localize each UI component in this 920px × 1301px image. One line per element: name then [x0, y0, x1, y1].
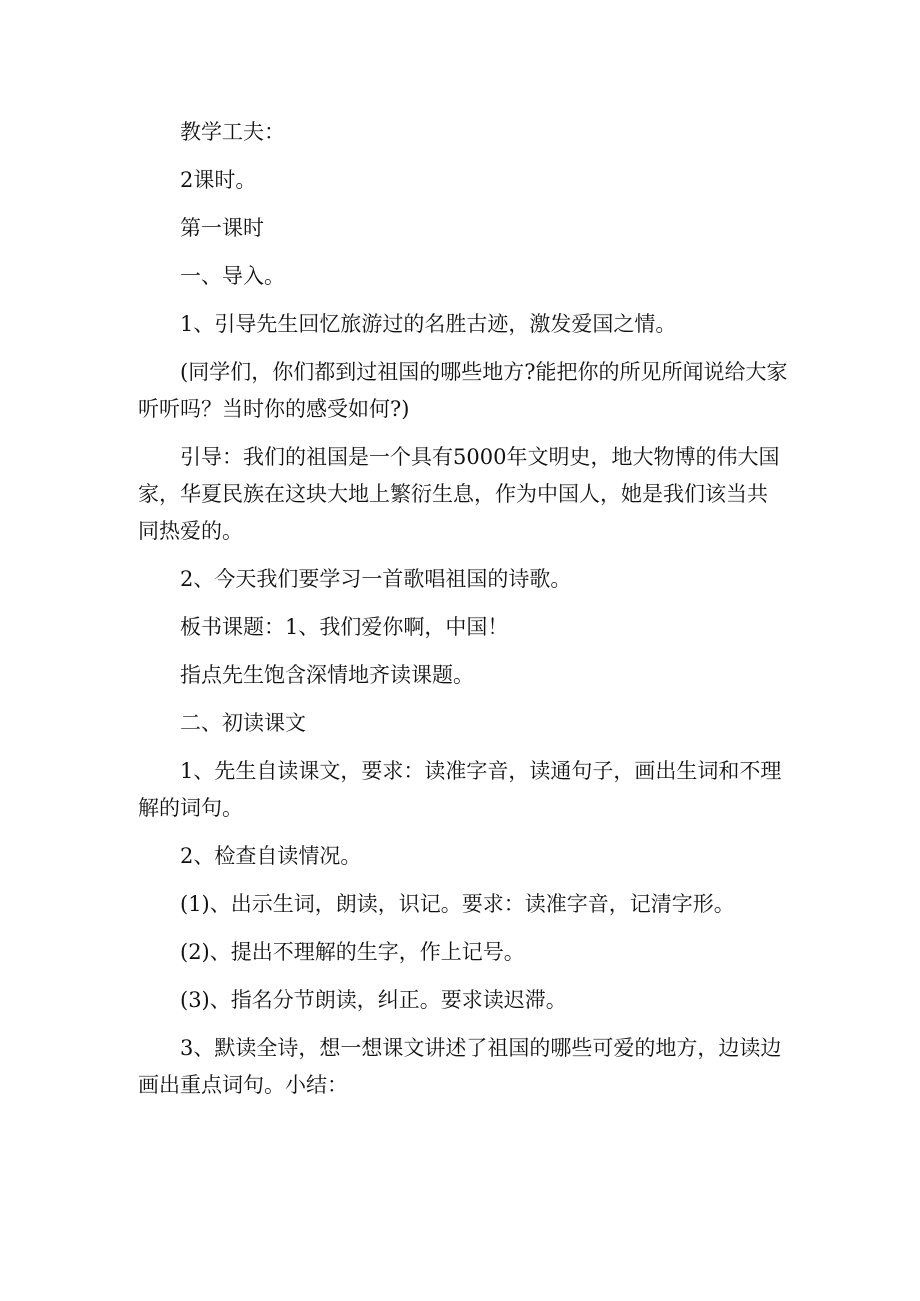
paragraph-reading-substep-2: (2)、提出不理解的生字，作上记号。: [180, 940, 525, 964]
paragraph-reading-step-3: 3、默读全诗，想一想课文讲述了祖国的哪些可爱的地方，边读边画出重点词句。小结：: [138, 1036, 782, 1097]
paragraph-read-title: 指点先生饱含深情地齐读课题。: [180, 663, 474, 687]
paragraph-board-title: 板书课题：1、我们爱你啊，中国！: [180, 615, 509, 639]
paragraph-reading-step-2: 2、检查自读情况。: [180, 844, 362, 868]
paragraph-section-first-reading: 二、初读课文: [180, 711, 306, 735]
paragraph-section-intro: 一、导入。: [180, 264, 285, 288]
paragraph-intro-guide: 引导：我们的祖国是一个具有5000年文明史，地大物博的伟大国家，华夏民族在这块大地上繁衍生息，作为中国人，她是我们该当共同热爱的。: [138, 445, 780, 543]
paragraph-teaching-time-label: 教学工夫：: [180, 120, 285, 144]
paragraph-reading-substep-3: (3)、指名分节朗读，纠正。要求读迟滞。: [180, 988, 567, 1012]
paragraph-class-hours: 2课时。: [180, 168, 257, 192]
document-body: [138, 114, 788, 1115]
paragraph-intro-question: (同学们，你们都到过祖国的哪些地方?能把你的所见所闻说给大家听听吗？当时你的感受如何?): [138, 360, 788, 421]
paragraph-reading-substep-1: (1)、出示生词，朗读，识记。要求：读准字音，记清字形。: [180, 892, 735, 916]
paragraph-reading-step-1: 1、先生自读课文，要求：读准字音，读通句子，画出生词和不理解的词句。: [138, 759, 782, 820]
paragraph-first-lesson: 第一课时: [180, 216, 264, 240]
paragraph-intro-step-2: 2、今天我们要学习一首歌唱祖国的诗歌。: [180, 567, 572, 591]
paragraph-intro-step-1: 1、引导先生回忆旅游过的名胜古迹，激发爱国之情。: [180, 312, 677, 336]
